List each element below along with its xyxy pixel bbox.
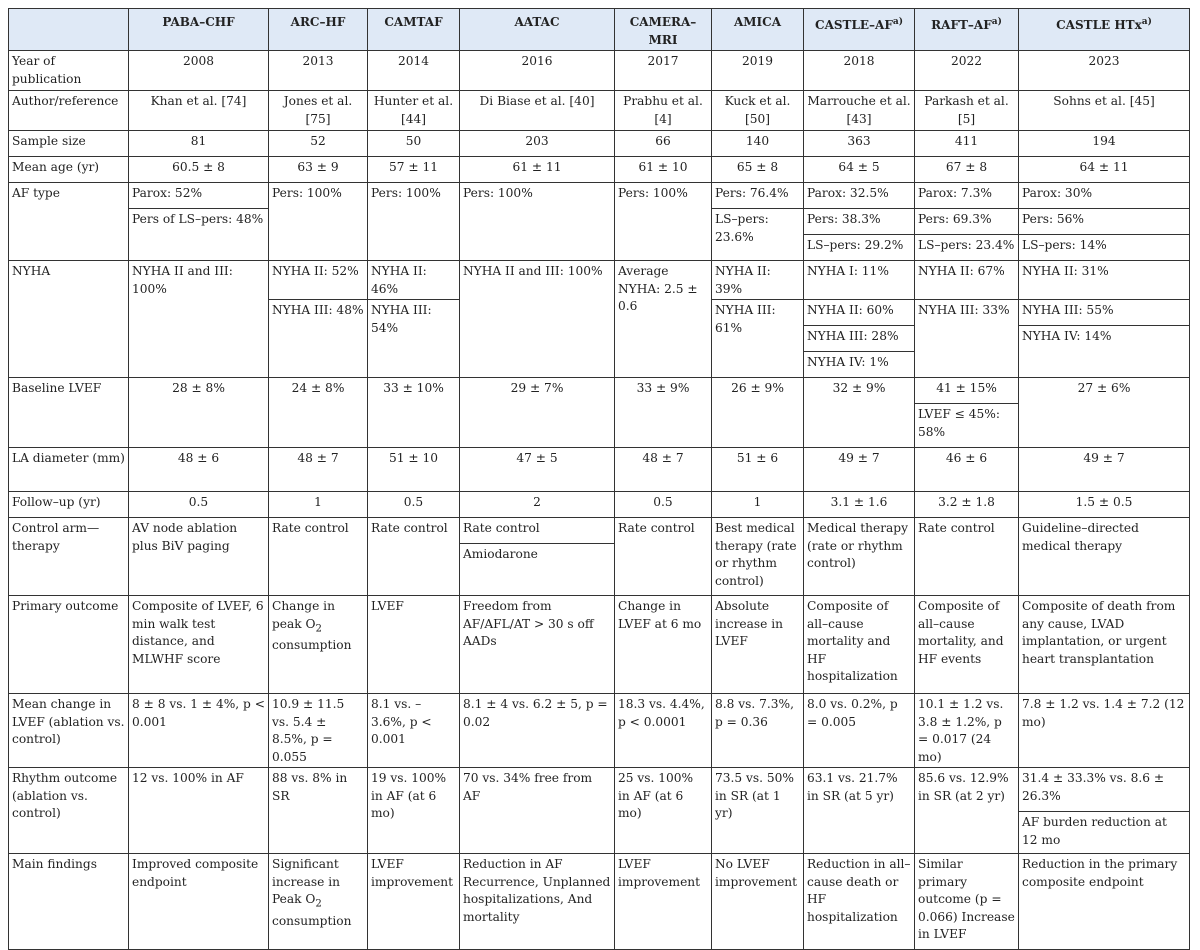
table-cell: 411 bbox=[915, 131, 1019, 157]
table-cell: Prabhu et al. [4] bbox=[615, 91, 712, 131]
table-cell: 47 ± 5 bbox=[460, 448, 615, 492]
cell-text: consumption bbox=[272, 638, 352, 653]
table-cell: 64 ± 11 bbox=[1019, 157, 1190, 183]
table-cell: 33 ± 9% bbox=[615, 378, 712, 448]
table-cell: 18.3 vs. 4.4%, p < 0.0001 bbox=[615, 694, 712, 768]
table-cell: 46 ± 6 bbox=[915, 448, 1019, 492]
table-cell: Freedom from AF/AFL/AT > 30 s off AADs bbox=[460, 596, 615, 694]
row-label-age: Mean age (yr) bbox=[9, 157, 129, 183]
table-cell: 28 ± 8% bbox=[129, 378, 269, 448]
row-label-primary-outcome: Primary outcome bbox=[9, 596, 129, 694]
table-cell: Composite of all–cause mortality, and HF events bbox=[915, 596, 1019, 694]
table-cell: LS–pers: 23.6% bbox=[712, 209, 804, 261]
row-label-baseline-lvef: Baseline LVEF bbox=[9, 378, 129, 448]
header-amica: AMICA bbox=[712, 9, 804, 51]
table-cell: NYHA II and III: 100% bbox=[129, 261, 269, 378]
table-cell: Parox: 32.5% bbox=[804, 183, 915, 209]
table-cell: 8.1 vs. –3.6%, p < 0.001 bbox=[368, 694, 460, 768]
table-cell: Parox: 30% bbox=[1019, 183, 1190, 209]
row-label-mean-change: Mean change in LVEF (ablation vs. control) bbox=[9, 694, 129, 768]
table-cell: 49 ± 7 bbox=[804, 448, 915, 492]
table-cell: Medical therapy (rate or rhythm control) bbox=[804, 518, 915, 596]
table-cell: 61 ± 10 bbox=[615, 157, 712, 183]
table-cell: 10.9 ± 11.5 vs. 5.4 ± 8.5%, p = 0.055 bbox=[269, 694, 368, 768]
table-cell: NYHA III: 54% bbox=[368, 300, 460, 378]
table-cell: 2013 bbox=[269, 51, 368, 91]
table-cell: 26 ± 9% bbox=[712, 378, 804, 448]
table-cell: NYHA II: 39% bbox=[712, 261, 804, 300]
row-label-rhythm-outcome: Rhythm outcome (ablation vs. control) bbox=[9, 768, 129, 854]
table-cell: Rate control bbox=[915, 518, 1019, 596]
table-row bbox=[9, 768, 1190, 812]
header-castle-htx-label: CASTLE HTx bbox=[1056, 18, 1142, 32]
table-cell: 203 bbox=[460, 131, 615, 157]
table-cell: AF burden reduction at 12 mo bbox=[1019, 812, 1190, 854]
trial-comparison-table bbox=[8, 8, 1190, 950]
header-paba-chf: PABA–CHF bbox=[129, 9, 269, 51]
table-cell: 63 ± 9 bbox=[269, 157, 368, 183]
table-cell: 24 ± 8% bbox=[269, 378, 368, 448]
header-raft-af bbox=[915, 9, 1019, 51]
table-cell: Parkash et al. [5] bbox=[915, 91, 1019, 131]
table-cell: Rate control bbox=[615, 518, 712, 596]
header-raft-af-footnote: a) bbox=[991, 17, 1002, 27]
table-cell: 67 ± 8 bbox=[915, 157, 1019, 183]
table-cell bbox=[269, 854, 368, 950]
table-cell: Similar primary outcome (p = 0.066) Increase in LVEF bbox=[915, 854, 1019, 950]
table-cell: 66 bbox=[615, 131, 712, 157]
table-row bbox=[9, 131, 1190, 157]
table-cell: 81 bbox=[129, 131, 269, 157]
table-cell: 194 bbox=[1019, 131, 1190, 157]
table-row bbox=[9, 694, 1190, 768]
table-cell: 1 bbox=[269, 492, 368, 518]
table-cell: 140 bbox=[712, 131, 804, 157]
table-cell: Hunter et al. [44] bbox=[368, 91, 460, 131]
table-cell: NYHA III: 55% bbox=[1019, 300, 1190, 326]
table-cell: 31.4 ± 33.3% vs. 8.6 ± 26.3% bbox=[1019, 768, 1190, 812]
table-cell: Reduction in AF Recurrence, Unplanned hospitalizations, And mortality bbox=[460, 854, 615, 950]
table-cell: Reduction in the primary composite endpoint bbox=[1019, 854, 1190, 950]
table-cell: Absolute increase in LVEF bbox=[712, 596, 804, 694]
table-cell: Pers: 56% bbox=[1019, 209, 1190, 235]
cell-text: Significant increase in Peak O bbox=[272, 857, 340, 906]
table-row bbox=[9, 492, 1190, 518]
table-cell: Marrouche et al. [43] bbox=[804, 91, 915, 131]
cell-text: consumption bbox=[272, 913, 352, 928]
table-cell: Improved composite endpoint bbox=[129, 854, 269, 950]
table-cell: Amiodarone bbox=[460, 544, 615, 596]
table-cell: Sohns et al. [45] bbox=[1019, 91, 1190, 131]
table-cell: 12 vs. 100% in AF bbox=[129, 768, 269, 854]
table-cell: 50 bbox=[368, 131, 460, 157]
table-cell: NYHA IV: 14% bbox=[1019, 326, 1190, 378]
table-row bbox=[9, 51, 1190, 91]
table-row bbox=[9, 854, 1190, 950]
table-cell: Pers: 38.3% bbox=[804, 209, 915, 235]
table-cell: 0.5 bbox=[129, 492, 269, 518]
table-cell: 64 ± 5 bbox=[804, 157, 915, 183]
table-row bbox=[9, 378, 1190, 404]
row-label-sample: Sample size bbox=[9, 131, 129, 157]
header-raft-af-label: RAFT–AF bbox=[931, 18, 992, 32]
table-cell: 1 bbox=[712, 492, 804, 518]
header-castle-htx bbox=[1019, 9, 1190, 51]
table-cell: 88 vs. 8% in SR bbox=[269, 768, 368, 854]
table-cell: Khan et al. [74] bbox=[129, 91, 269, 131]
table-container bbox=[8, 8, 1190, 950]
table-cell: AV node ablation plus BiV paging bbox=[129, 518, 269, 596]
table-cell: 8.1 ± 4 vs. 6.2 ± 5, p = 0.02 bbox=[460, 694, 615, 768]
row-label-author: Author/reference bbox=[9, 91, 129, 131]
table-cell: 19 vs. 100% in AF (at 6 mo) bbox=[368, 768, 460, 854]
table-cell: LVEF improvement bbox=[368, 854, 460, 950]
table-cell: 2023 bbox=[1019, 51, 1190, 91]
table-cell: 48 ± 7 bbox=[615, 448, 712, 492]
row-label-nyha: NYHA bbox=[9, 261, 129, 378]
table-cell: NYHA III: 61% bbox=[712, 300, 804, 378]
table-cell: 0.5 bbox=[368, 492, 460, 518]
table-row bbox=[9, 261, 1190, 300]
table-cell: 8.0 vs. 0.2%, p = 0.005 bbox=[804, 694, 915, 768]
table-cell: 63.1 vs. 21.7% in SR (at 5 yr) bbox=[804, 768, 915, 854]
table-cell: 1.5 ± 0.5 bbox=[1019, 492, 1190, 518]
header-camtaf: CAMTAF bbox=[368, 9, 460, 51]
table-cell: Pers: 100% bbox=[460, 183, 615, 261]
header-camera-mri: CAMERA–MRI bbox=[615, 9, 712, 51]
table-cell: Pers: 76.4% bbox=[712, 183, 804, 209]
row-label-year: Year of publication bbox=[9, 51, 129, 91]
table-cell: 2018 bbox=[804, 51, 915, 91]
table-cell: 32 ± 9% bbox=[804, 378, 915, 448]
table-cell: LS–pers: 14% bbox=[1019, 235, 1190, 261]
table-cell: 49 ± 7 bbox=[1019, 448, 1190, 492]
row-label-main-findings: Main findings bbox=[9, 854, 129, 950]
row-label-control-arm: Control arm—therapy bbox=[9, 518, 129, 596]
table-cell: 33 ± 10% bbox=[368, 378, 460, 448]
table-cell: 65 ± 8 bbox=[712, 157, 804, 183]
table-cell: 10.1 ± 1.2 vs. 3.8 ± 1.2%, p = 0.017 (24 mo) bbox=[915, 694, 1019, 768]
table-cell: NYHA II: 46% bbox=[368, 261, 460, 300]
row-label-la-diameter: LA diameter (mm) bbox=[9, 448, 129, 492]
table-cell: 51 ± 10 bbox=[368, 448, 460, 492]
table-cell: Reduction in all–cause death or HF hospitalization bbox=[804, 854, 915, 950]
header-blank bbox=[9, 9, 129, 51]
header-castle-af-footnote: a) bbox=[892, 17, 903, 27]
table-cell: LVEF improvement bbox=[615, 854, 712, 950]
table-cell: 70 vs. 34% free from AF bbox=[460, 768, 615, 854]
table-cell: 2019 bbox=[712, 51, 804, 91]
table-cell: 2017 bbox=[615, 51, 712, 91]
table-cell: 363 bbox=[804, 131, 915, 157]
row-label-af-type: AF type bbox=[9, 183, 129, 261]
table-cell: NYHA III: 28% bbox=[804, 326, 915, 352]
subscript-2: 2 bbox=[315, 898, 322, 910]
table-cell: NYHA II and III: 100% bbox=[460, 261, 615, 378]
table-cell: Pers: 100% bbox=[368, 183, 460, 261]
header-castle-af bbox=[804, 9, 915, 51]
cell-text: Change in peak O bbox=[272, 599, 335, 631]
table-cell: NYHA II: 31% bbox=[1019, 261, 1190, 300]
header-arc-hf: ARC–HF bbox=[269, 9, 368, 51]
table-cell: 3.1 ± 1.6 bbox=[804, 492, 915, 518]
subscript-2: 2 bbox=[315, 622, 322, 634]
table-cell: Rate control bbox=[460, 518, 615, 544]
table-cell: 60.5 ± 8 bbox=[129, 157, 269, 183]
table-cell: 0.5 bbox=[615, 492, 712, 518]
table-cell: 2008 bbox=[129, 51, 269, 91]
table-cell: NYHA I: 11% bbox=[804, 261, 915, 300]
table-cell: NYHA II: 67% bbox=[915, 261, 1019, 300]
table-cell: 2016 bbox=[460, 51, 615, 91]
table-cell: NYHA II: 60% bbox=[804, 300, 915, 326]
header-aatac: AATAC bbox=[460, 9, 615, 51]
table-cell: Composite of all–cause mortality and HF hospitalization bbox=[804, 596, 915, 694]
header-row bbox=[9, 9, 1190, 51]
table-cell: Average NYHA: 2.5 ± 0.6 bbox=[615, 261, 712, 378]
table-cell: Composite of LVEF, 6 min walk test distance, and MLWHF score bbox=[129, 596, 269, 694]
table-cell bbox=[269, 596, 368, 694]
table-cell: Parox: 7.3% bbox=[915, 183, 1019, 209]
table-cell: 29 ± 7% bbox=[460, 378, 615, 448]
table-cell: 8 ± 8 vs. 1 ± 4%, p < 0.001 bbox=[129, 694, 269, 768]
table-cell: LS–pers: 29.2% bbox=[804, 235, 915, 261]
table-cell: Jones et al. [75] bbox=[269, 91, 368, 131]
table-cell: Kuck et al. [50] bbox=[712, 91, 804, 131]
table-cell: No LVEF improvement bbox=[712, 854, 804, 950]
table-cell: NYHA III: 33% bbox=[915, 300, 1019, 378]
table-cell: Guideline–directed medical therapy bbox=[1019, 518, 1190, 596]
table-row bbox=[9, 596, 1190, 694]
table-row bbox=[9, 448, 1190, 492]
table-cell: 57 ± 11 bbox=[368, 157, 460, 183]
table-row bbox=[9, 157, 1190, 183]
row-label-follow-up: Follow–up (yr) bbox=[9, 492, 129, 518]
table-cell: 85.6 vs. 12.9% in SR (at 2 yr) bbox=[915, 768, 1019, 854]
table-cell: 25 vs. 100% in AF (at 6 mo) bbox=[615, 768, 712, 854]
table-cell: LVEF bbox=[368, 596, 460, 694]
header-castle-af-label: CASTLE–AF bbox=[815, 18, 893, 32]
table-cell: 48 ± 6 bbox=[129, 448, 269, 492]
table-cell: 2014 bbox=[368, 51, 460, 91]
table-cell: 8.8 vs. 7.3%, p = 0.36 bbox=[712, 694, 804, 768]
table-cell: Pers: 69.3% bbox=[915, 209, 1019, 235]
table-row bbox=[9, 518, 1190, 544]
table-cell: Di Biase et al. [40] bbox=[460, 91, 615, 131]
table-cell: Best medical therapy (rate or rhythm control) bbox=[712, 518, 804, 596]
table-cell: Parox: 52% bbox=[129, 183, 269, 209]
table-cell: 52 bbox=[269, 131, 368, 157]
table-cell: NYHA III: 48% bbox=[269, 300, 368, 378]
table-cell: 2022 bbox=[915, 51, 1019, 91]
table-cell: 61 ± 11 bbox=[460, 157, 615, 183]
table-cell: 27 ± 6% bbox=[1019, 378, 1190, 448]
table-cell: Pers: 100% bbox=[269, 183, 368, 261]
table-cell: NYHA II: 52% bbox=[269, 261, 368, 300]
header-castle-htx-footnote: a) bbox=[1141, 17, 1152, 27]
table-cell: 7.8 ± 1.2 vs. 1.4 ± 7.2 (12 mo) bbox=[1019, 694, 1190, 768]
table-cell: LVEF ≤ 45%: 58% bbox=[915, 404, 1019, 448]
table-cell: LS–pers: 23.4% bbox=[915, 235, 1019, 261]
table-cell: 73.5 vs. 50% in SR (at 1 yr) bbox=[712, 768, 804, 854]
table-cell: 3.2 ± 1.8 bbox=[915, 492, 1019, 518]
table-cell: Rate control bbox=[368, 518, 460, 596]
table-row bbox=[9, 183, 1190, 209]
table-cell: 48 ± 7 bbox=[269, 448, 368, 492]
table-row bbox=[9, 91, 1190, 131]
table-cell: 51 ± 6 bbox=[712, 448, 804, 492]
table-cell: Pers of LS–pers: 48% bbox=[129, 209, 269, 261]
table-cell: Change in LVEF at 6 mo bbox=[615, 596, 712, 694]
table-cell: NYHA IV: 1% bbox=[804, 352, 915, 378]
table-cell: Pers: 100% bbox=[615, 183, 712, 261]
table-cell: 41 ± 15% bbox=[915, 378, 1019, 404]
table-cell: 2 bbox=[460, 492, 615, 518]
table-cell: Composite of death from any cause, LVAD implantation, or urgent heart transplantation bbox=[1019, 596, 1190, 694]
table-cell: Rate control bbox=[269, 518, 368, 596]
